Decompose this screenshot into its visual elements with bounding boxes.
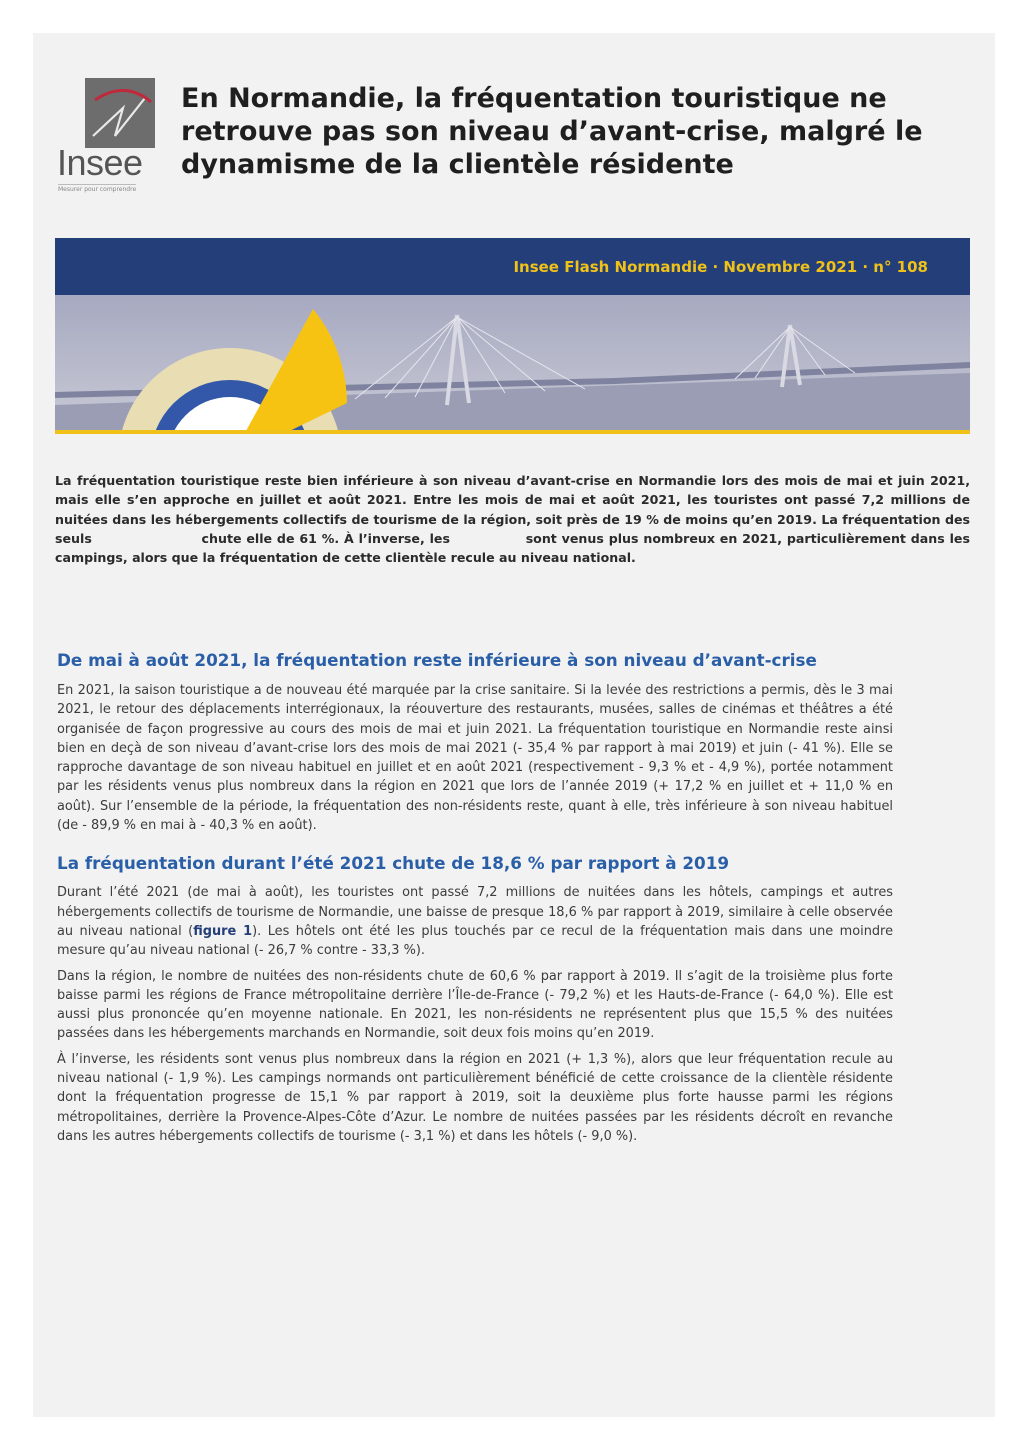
publication-reference: Insee Flash Normandie · Novembre 2021 · n° 108 bbox=[513, 258, 928, 276]
section-heading-2: La fréquentation durant l’été 2021 chute de 18,6 % par rapport à 2019 bbox=[57, 853, 730, 874]
logo-tagline: Mesurer pour comprendre bbox=[58, 186, 137, 193]
section-2-paragraph-1 bbox=[57, 883, 893, 960]
paragraph-text: ). Les hôtels ont été les plus touchés par ce recul de la fréquentation mais dans une moindre mesure qu’au niveau national (- 26,7 % contre - 33,3 %). bbox=[57, 923, 893, 959]
section-2-paragraph-3: À l’inverse, les résidents sont venus plus nombreux dans la région en 2021 (+ 1,3 %), alors que leur fréquentation recule au niveau national (- 1,9 %). Les campings normands ont particulièrement bénéficié de cette croissance de la clientèle résidente dont la fréquentation progresse de 15,1 % par rapport à 2019, soit la deuxième plus forte hausse parmi les régions métropolitaines, derrière la Provence-Alpes-Côte d’Azur. Le nombre de nuitées passées par les résidents décroît en revanche dans les autres hébergements collectifs de tourisme (- 3,1 %) et dans les hôtels (- 9,0 %). bbox=[57, 1051, 893, 1144]
article-body bbox=[57, 648, 893, 1146]
insee-logo bbox=[57, 78, 157, 194]
banner-illustration bbox=[55, 295, 970, 434]
lead-paragraph bbox=[55, 471, 970, 567]
section-1-paragraph: En 2021, la saison touristique a de nouveau été marquée par la crise sanitaire. Si la levée des restrictions a permis, dès le 3 mai 2021, le retour des déplacements interrégionaux, la réouverture des restaurants, musées, salles de cinémas et théâtres a été organisée de façon progressive au cours des mois de mai et juin 2021. La fréquentation touristique en Normandie reste ainsi bien en deçà de son niveau d’avant-crise lors des mois de mai 2021 (- 35,4 % par rapport à mai 2019) et juin (- 41 %). Elle se rapproche davantage de son niveau habituel en juillet et en août 2021 (respectivement - 9,3 % et - 4,9 %), portée notamment par les résidents venus plus nombreux dans la région en 2021 que lors de l’année 2019 (+ 17,2 % en juillet et + 11,0 % en août). Sur l’ensemble de la période, la fréquentation des non-résidents reste, quant à elle, très inférieure à son niveau habituel (de - 89,9 % en mai à - 40,3 % en août). bbox=[57, 683, 893, 834]
logo-wordmark: Insee bbox=[57, 142, 143, 183]
lead-text-2: chute elle de 61 %. À l’inverse, les bbox=[201, 530, 450, 546]
paragraph-text: Durant l’été 2021 (de mai à août), les touristes ont passé 7,2 millions de nuitées dans les hôtels, campings et autres hébergements collectifs de tourisme de Normandie, une baisse de presque 18,6 % par rapport à 2019, similaire à celle observée au niveau national ( bbox=[57, 885, 893, 939]
section-2-paragraph-2: Dans la région, le nombre de nuitées des non-résidents chute de 60,6 % par rapport à 2019. Il s’agit de la troisième plus forte baisse parmi les régions de France métropolitaine derrière l’Île-de-France (- 79,2 %) et les Hauts-de-France (- 64,0 %). Elle est aussi plus prononcée qu’en moyenne nationale. En 2021, les non-résidents ne représentent plus que 15,5 % des nuitées passées dans les hébergements marchands en Normandie, soit deux fois moins qu’en 2019. bbox=[57, 968, 893, 1042]
lead-text-1: La fréquentation touristique reste bien inférieure à son niveau d’avant-crise en Normandie lors des mois de mai et juin 2021, mais elle s’en approche en juillet et août 2021. Entre les mois de mai et août 2021, les touristes ont passé 7,2 millions de nuitées dans les hébergements collectifs de tourisme de la région, soit près de 19 % de moins qu’en 2019. La fréquentation des seuls bbox=[55, 473, 970, 546]
lead-text-3: sont venus plus nombreux en 2021, particulièrement dans les campings, alors que la fréquentation de cette clientèle recule au niveau national. bbox=[55, 530, 970, 566]
section-heading-1: De mai à août 2021, la fréquentation reste inférieure à son niveau d’avant-crise bbox=[57, 650, 817, 670]
publication-banner bbox=[55, 238, 970, 295]
logo-mark bbox=[85, 78, 155, 148]
figure-1-link[interactable]: figure 1 bbox=[193, 923, 253, 939]
page-title: En Normandie, la fréquentation touristique ne retrouve pas son niveau d’avant-crise, malgré le dynamisme de la clientèle résidente bbox=[181, 83, 923, 180]
